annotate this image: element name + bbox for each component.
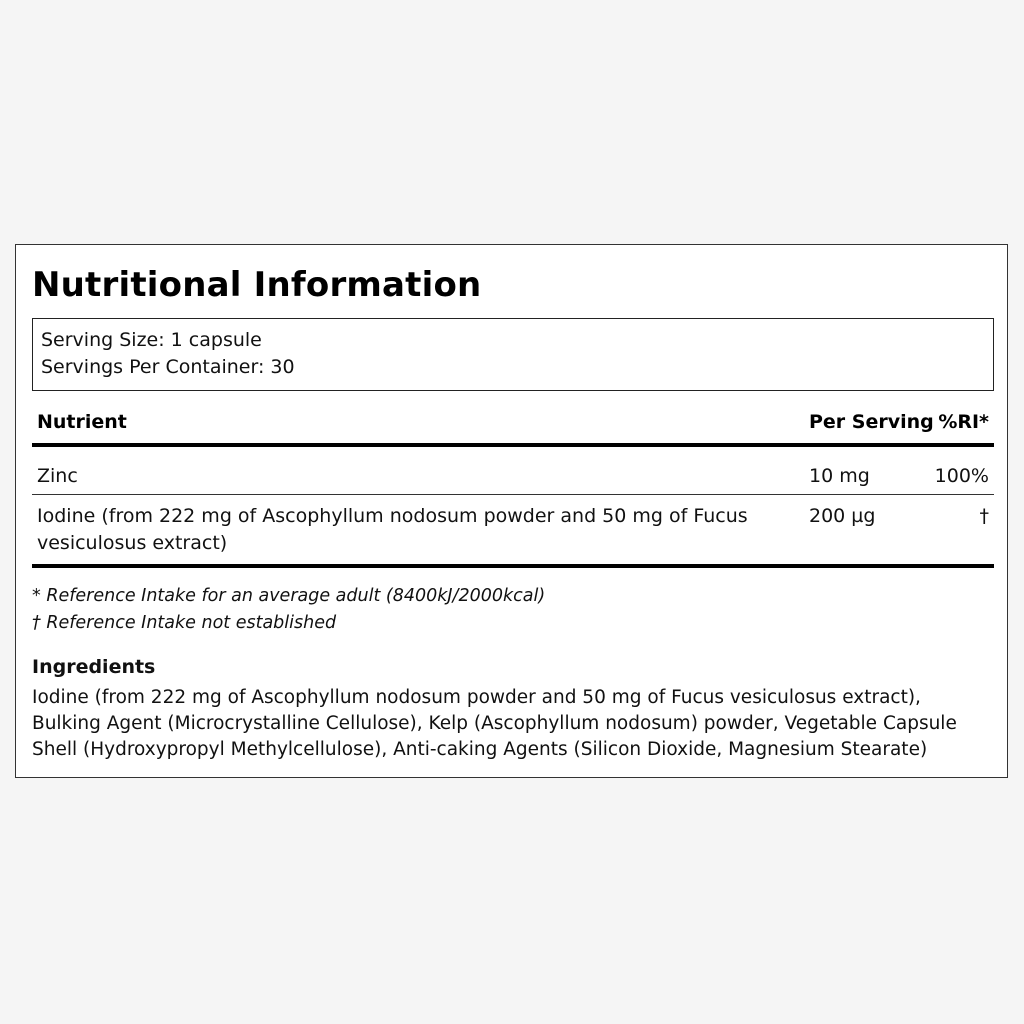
nutrient-name: Iodine (from 222 mg of Ascophyllum nodosum powder and 50 mg of Fucus vesiculosus extract): [37, 505, 748, 554]
table-row: [32, 447, 994, 495]
serving-size: Serving Size: 1 capsule: [41, 329, 262, 351]
footnote-reference-intake: * Reference Intake for an average adult (8400kJ/2000kcal): [32, 586, 546, 606]
nutrient-table: [32, 401, 994, 568]
header-ri: %RI*: [938, 411, 989, 433]
ingredients-text: Iodine (from 222 mg of Ascophyllum nodosum powder and 50 mg of Fucus vesiculosus extract), Bulking Agent (Microcrystalline Cellulose), Kelp (Ascophyllum nodosum) powder, Vegetable Capsule Shell (Hydroxypropyl Methylcellulose), Anti-caking Agents (Silicon Dioxide, Magnesium Stearate): [32, 687, 957, 761]
servings-per-container: Servings Per Container: 30: [41, 356, 295, 378]
table-row: [32, 495, 994, 568]
header-nutrient: Nutrient: [37, 411, 127, 433]
nutrient-name: Zinc: [37, 465, 78, 487]
header-per-serving: Per Serving: [809, 411, 934, 433]
serving-info-box: [32, 318, 994, 391]
ingredients-heading: Ingredients: [32, 656, 156, 678]
nutrient-ri: 100%: [934, 465, 989, 487]
nutrition-panel: [15, 244, 1008, 778]
nutrient-amount: 200 µg: [809, 505, 876, 527]
nutrient-ri: †: [979, 505, 989, 527]
table-header-row: [32, 401, 994, 447]
page-title: Nutritional Information: [32, 265, 482, 305]
footnote-not-established: † Reference Intake not established: [32, 612, 337, 633]
nutrient-amount: 10 mg: [809, 465, 870, 487]
footnotes: [32, 583, 994, 636]
